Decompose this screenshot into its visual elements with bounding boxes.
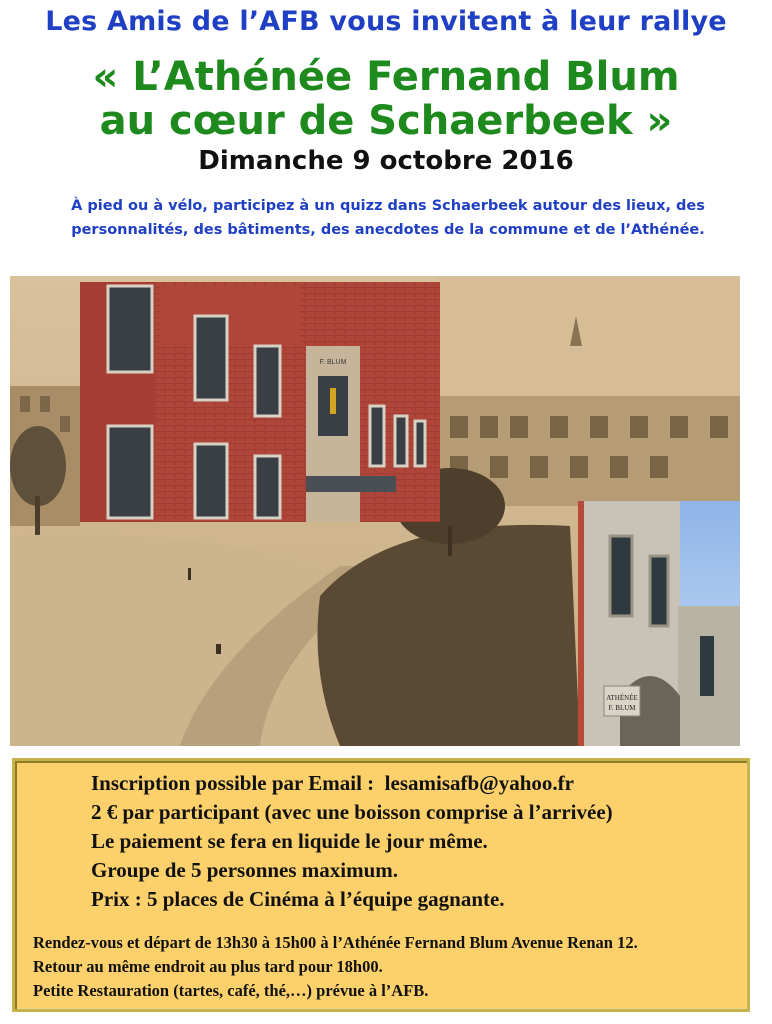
plaque-line2: F. BLUM	[608, 704, 636, 712]
park-tree-trunk	[448, 526, 452, 556]
group-line: Groupe de 5 personnes maximum.	[91, 858, 399, 882]
event-date: Dimanche 9 octobre 2016	[198, 146, 574, 176]
building-sign: F. BLUM	[319, 359, 347, 366]
entrance-detail-photo	[578, 501, 740, 746]
event-title-line1: « L’Athénée Fernand Blum	[92, 54, 680, 100]
email-label: Inscription possible par Email :	[91, 771, 375, 795]
intro-text	[18, 194, 758, 242]
person-figure-2	[216, 644, 221, 654]
person-figure	[188, 568, 191, 580]
email-link[interactable]: lesamisafb@yahoo.fr	[384, 771, 574, 795]
meeting-line: Rendez-vous et départ de 13h30 à 15h00 à l’Athénée Fernand Blum Avenue Renan 12.	[33, 933, 638, 952]
info-box	[12, 758, 750, 1012]
price-line: 2 € par participant (avec une boisson comprise à l’arrivée)	[91, 800, 613, 824]
intro-line2: personnalités, des bâtiments, des anecdotes de la commune et de l’Athénée.	[71, 222, 705, 238]
return-line: Retour au même endroit au plus tard pour 18h00.	[33, 957, 383, 976]
plaque-line1: ATHÉNÉE	[606, 694, 638, 702]
flag-banner	[330, 388, 336, 414]
invite-heading: Les Amis de l’AFB vous invitent à leur rallye	[45, 6, 727, 37]
email-line	[91, 769, 613, 798]
intro-line1: À pied ou à vélo, participez à un quizz dans Schaerbeek autour des lieux, des	[71, 198, 705, 214]
old-street-right	[438, 276, 740, 506]
school-building-photo	[80, 282, 440, 522]
photo-collage	[10, 276, 740, 746]
event-title-line2: au cœur de Schaerbeek »	[99, 98, 673, 144]
prize-line: Prix : 5 places de Cinéma à l’équipe gagnante.	[91, 887, 505, 911]
info-sub-lines	[33, 931, 638, 1003]
catering-line: Petite Restauration (tartes, café, thé,…) prévue à l’AFB.	[33, 981, 429, 1000]
payment-line: Le paiement se fera en liquide le jour même.	[91, 829, 488, 853]
info-main-lines	[91, 769, 613, 914]
